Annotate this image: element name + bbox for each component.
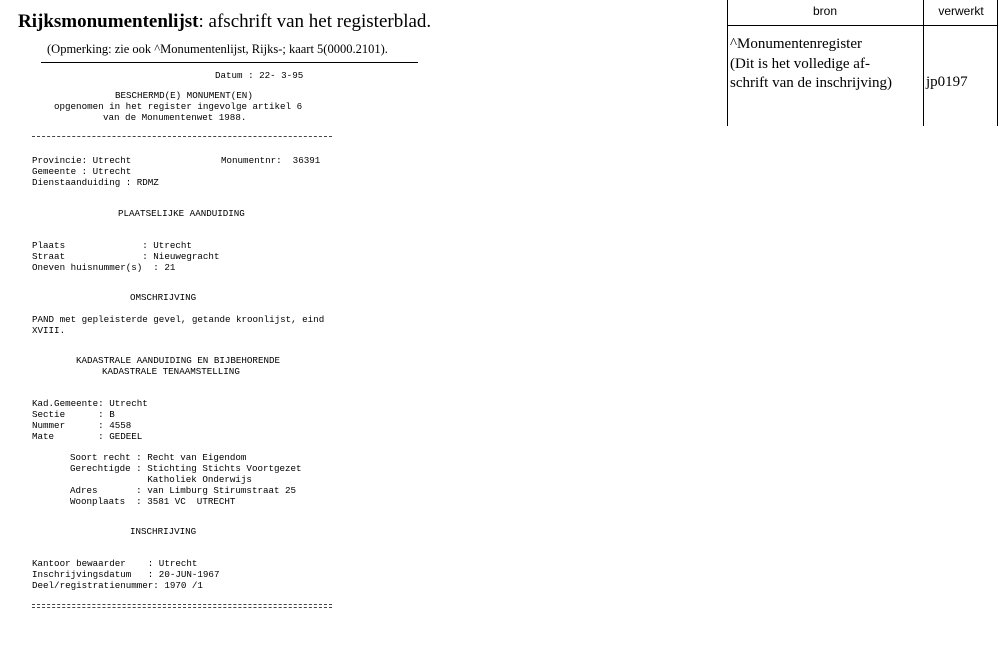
kantoor-bewaarder: Kantoor bewaarder : Utrecht [32, 558, 198, 569]
gerechtigde-2: Katholiek Onderwijs [70, 474, 252, 485]
divider-2 [32, 604, 332, 605]
title-bold: Rijksmonumentenlijst [18, 11, 199, 32]
column-header-verwerkt: verwerkt [938, 4, 984, 18]
divider-1 [32, 136, 332, 137]
kad-gemeente: Kad.Gemeente: Utrecht [32, 398, 148, 409]
inschrijvingsdatum: Inschrijvingsdatum : 20-JUN-1967 [32, 569, 220, 580]
heading-kadastrale-1: KADASTRALE AANDUIDING EN BIJBEHORENDE [76, 355, 280, 366]
mate: Mate : GEDEEL [32, 431, 143, 442]
divider-3 [32, 607, 332, 608]
provincie: Provincie: Utrecht [32, 155, 132, 166]
note: (Opmerking: zie ook ^Monumentenlijst, Rijks-; kaart 5(0000.2101). [47, 42, 388, 56]
page-title [18, 11, 431, 33]
table-border-middle [923, 0, 924, 126]
table-header-rule [727, 25, 998, 26]
gemeente: Gemeente : Utrecht [32, 166, 132, 177]
cell-verwerkt: jp0197 [926, 74, 968, 90]
datum: Datum : 22- 3-95 [215, 70, 304, 81]
omschrijving-line-2: XVIII. [32, 325, 66, 336]
table-border-left [727, 0, 728, 126]
heading-kadastrale-2: KADASTRALE TENAAMSTELLING [102, 366, 240, 377]
top-rule [41, 62, 418, 63]
nummer: Nummer : 4558 [32, 420, 132, 431]
omschrijving-line-1: PAND met gepleisterde gevel, getande kroonlijst, eind [32, 314, 325, 325]
source-table [727, 0, 998, 126]
huisnummer: Oneven huisnummer(s) : 21 [32, 262, 176, 273]
column-header-bron: bron [812, 4, 838, 18]
adres: Adres : van Limburg Stirumstraat 25 [70, 485, 297, 496]
dienstaanduiding: Dienstaanduiding : RDMZ [32, 177, 159, 188]
intro-line-3: van de Monumentenwet 1988. [103, 112, 247, 123]
plaats: Plaats : Utrecht [32, 240, 192, 251]
intro-line-2: opgenomen in het register ingevolge artikel 6 [54, 101, 303, 112]
monumentnr: Monumentnr: 36391 [221, 155, 321, 166]
heading-plaatselijke-aanduiding: PLAATSELIJKE AANDUIDING [118, 208, 245, 219]
title-rest: : afschrift van het registerblad. [198, 11, 432, 32]
gerechtigde: Gerechtigde : Stichting Stichts Voortgezet [70, 463, 302, 474]
woonplaats: Woonplaats : 3581 VC UTRECHT [70, 496, 236, 507]
straat: Straat : Nieuwegracht [32, 251, 220, 262]
table-border-right [997, 0, 998, 126]
heading-omschrijving: OMSCHRIJVING [130, 292, 197, 303]
intro-line-1: BESCHERMD(E) MONUMENT(EN) [115, 90, 253, 101]
sectie: Sectie : B [32, 409, 115, 420]
deel-registratienummer: Deel/registratienummer: 1970 /1 [32, 580, 203, 591]
soort-recht: Soort recht : Recht van Eigendom [70, 452, 247, 463]
cell-bron: ^Monumentenregister (Dit is het volledige af- schrift van de inschrijving) [730, 36, 893, 91]
heading-inschrijving: INSCHRIJVING [130, 526, 197, 537]
